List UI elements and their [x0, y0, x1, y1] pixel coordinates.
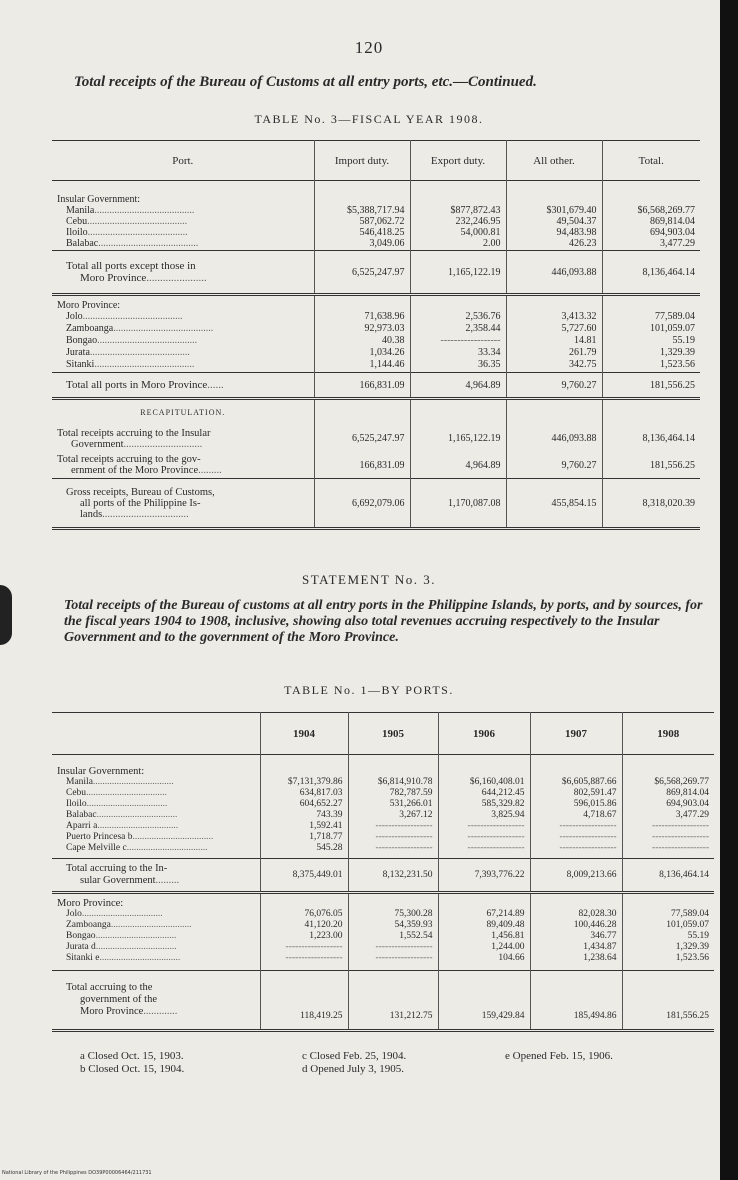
- table-row: Puerto Princesa b.................................. 1,718.77 ------------------ ------------------ ------------------ ------------------: [52, 832, 714, 843]
- table-cell: $301,679.40: [506, 205, 602, 216]
- port-name: Jurata d: [66, 941, 96, 952]
- table-cell: 40.38: [314, 335, 410, 347]
- table-cell: 232,246.95: [410, 216, 506, 227]
- table-cell: 104.66: [438, 953, 530, 971]
- table-cell: 5,727.60: [506, 323, 602, 335]
- table-cell: ------------------: [530, 843, 622, 859]
- table-row: Jurata d.................................. ------------------ ------------------ 1,244.00 1,434.87 1,329.39: [52, 942, 714, 953]
- table-cell: 166,831.09: [314, 453, 410, 479]
- table-cell: 261.79: [506, 347, 602, 359]
- total-cell: 6,525,247.97: [314, 251, 410, 295]
- table-cell: 604,652.27: [260, 799, 348, 810]
- col-header-1906: 1906: [438, 713, 530, 755]
- table-cell: 2.00: [410, 238, 506, 251]
- table-cell: 4,964.89: [410, 453, 506, 479]
- table-cell: 36.35: [410, 359, 506, 373]
- footnote-d: d Opened July 3, 1905.: [302, 1063, 405, 1075]
- table1-header-row: [52, 713, 714, 755]
- table-cell: 1,238.64: [530, 953, 622, 971]
- total-cell: 131,212.75: [348, 971, 438, 1031]
- table-cell: 531,266.01: [348, 799, 438, 810]
- table-row: Cape Melville c.................................. 545.28 ------------------ ------------------ ------------------ ------------------: [52, 843, 714, 859]
- table3-title: TABLE No. 3—FISCAL YEAR 1908.: [254, 112, 484, 126]
- table-cell: ------------------: [530, 832, 622, 843]
- section-label: Insular Government:: [57, 765, 145, 777]
- total-label: Moro Province: [80, 272, 147, 284]
- port-name: Jolo: [66, 908, 82, 919]
- table-cell: 1,223.00: [260, 931, 348, 942]
- section-label: Moro Province:: [57, 299, 121, 311]
- footnotes-middle: [302, 1050, 406, 1076]
- gross-cell: 6,692,079.06: [314, 479, 410, 529]
- total-cell: 8,136,464.14: [602, 251, 700, 295]
- scan-right-edge: [720, 0, 738, 1180]
- table-row: Manila........................................ $5,388,717.94 $877,872.43 $301,679.40 $6,568,269.77: [52, 205, 700, 216]
- table-cell: 1,592.41: [260, 821, 348, 832]
- port-name: Cebu: [66, 215, 88, 227]
- table-cell: ------------------: [622, 843, 714, 859]
- total-cell: 181,556.25: [602, 373, 700, 399]
- total-cell: 446,093.88: [506, 251, 602, 295]
- gross-cell: 1,170,087.08: [410, 479, 506, 529]
- table-cell: 94,483.98: [506, 227, 602, 238]
- table-cell: 782,787.59: [348, 788, 438, 799]
- table-cell: 54,359.93: [348, 920, 438, 931]
- total-cell: 181,556.25: [622, 971, 714, 1031]
- total-cell: 9,760.27: [506, 373, 602, 399]
- table-row: Zamboanga.................................. 41,120.20 54,359.93 89,409.48 100,446.28 101,059.07: [52, 920, 714, 931]
- table-cell: 55.19: [602, 335, 700, 347]
- gross-label: all ports of the Philippine Is-: [80, 497, 201, 509]
- table-row: Iloilo........................................ 546,418.25 54,000.81 94,483.98 694,903.04: [52, 227, 700, 238]
- table-cell: 1,329.39: [622, 942, 714, 953]
- col-header-port: Port.: [172, 154, 194, 167]
- footnote-a: a Closed Oct. 15, 1903.: [80, 1050, 184, 1062]
- port-name: Bongao: [66, 930, 96, 941]
- total-cell: 8,375,449.01: [260, 859, 348, 893]
- section-label-row: [52, 893, 714, 909]
- statement-title: STATEMENT No. 3.: [302, 572, 436, 587]
- port-name: Jolo: [66, 310, 83, 322]
- table-row: Bongao.................................. 1,223.00 1,552.54 1,456.81 346.77 55.19: [52, 931, 714, 942]
- scan-credit: National Library of the Philippines DO39P00006464/211731: [2, 1170, 152, 1176]
- table-cell: ------------------: [438, 832, 530, 843]
- table-cell: 3,477.29: [622, 810, 714, 821]
- table-cell: 1,034.26: [314, 347, 410, 359]
- table-cell: 1,329.39: [602, 347, 700, 359]
- scan-left-mark: [0, 585, 12, 645]
- port-name: Iloilo: [66, 226, 88, 238]
- table-row: Manila.................................. $7,131,379.86 $6,814,910.78 $6,160,408.01 $6,605,887.66 $6,568,269.77: [52, 777, 714, 788]
- total-cell: 159,429.84: [438, 971, 530, 1031]
- table-cell: 1,523.56: [602, 359, 700, 373]
- col-header-1908: 1908: [622, 713, 714, 755]
- table-row: Balabac........................................ 3,049.06 2.00 426.23 3,477.29: [52, 238, 700, 251]
- recap-label: Total receipts accruing to the gov-: [57, 454, 201, 466]
- table-cell: ------------------: [260, 942, 348, 953]
- port-name: Balabac: [66, 809, 97, 820]
- table-cell: 546,418.25: [314, 227, 410, 238]
- table-row: Zamboanga........................................ 92,973.03 2,358.44 5,727.60 101,059.07: [52, 323, 700, 335]
- table-cell: 2,536.76: [410, 311, 506, 323]
- table-cell: $5,388,717.94: [314, 205, 410, 216]
- port-name: Puerto Princesa b: [66, 831, 133, 842]
- total-label: Total all ports except those in: [66, 260, 196, 272]
- footnote-c: c Closed Feb. 25, 1904.: [302, 1050, 407, 1062]
- table-cell: 6,525,247.97: [314, 425, 410, 453]
- table-cell: ------------------: [622, 832, 714, 843]
- section-label-row: [52, 755, 714, 777]
- footnote-b: b Closed Oct. 15, 1904.: [80, 1063, 185, 1075]
- table-cell: $6,605,887.66: [530, 777, 622, 788]
- table-cell: 3,477.29: [602, 238, 700, 251]
- table-cell: 54,000.81: [410, 227, 506, 238]
- page-number: 120: [354, 38, 384, 57]
- table-cell: 1,165,122.19: [410, 425, 506, 453]
- table-cell: 77,589.04: [622, 909, 714, 920]
- table-cell: ------------------: [438, 821, 530, 832]
- table-cell: 14.81: [506, 335, 602, 347]
- table3-header-row: [52, 141, 700, 181]
- table-cell: ------------------: [348, 821, 438, 832]
- gross-cell: 8,318,020.39: [602, 479, 700, 529]
- table-cell: 49,504.37: [506, 216, 602, 227]
- table-cell: 3,049.06: [314, 238, 410, 251]
- table-row: Jurata........................................ 1,034.26 33.34 261.79 1,329.39: [52, 347, 700, 359]
- table-cell: 82,028.30: [530, 909, 622, 920]
- table-cell: ------------------: [530, 821, 622, 832]
- table-cell: 3,413.32: [506, 311, 602, 323]
- table1: [52, 712, 714, 1032]
- port-name: Balabac: [66, 237, 99, 249]
- total-cell: 7,393,776.22: [438, 859, 530, 893]
- port-name: Sitanki: [66, 358, 95, 370]
- port-name: Aparri a: [66, 820, 98, 831]
- table-cell: 8,136,464.14: [602, 425, 700, 453]
- table-cell: 596,015.86: [530, 799, 622, 810]
- total-label: Total accruing to the In-: [66, 863, 168, 874]
- table-cell: 869,814.04: [622, 788, 714, 799]
- col-header-other: All other.: [506, 141, 602, 181]
- table-row: Balabac.................................. 743.39 3,267.12 3,825.94 4,718.67 3,477.29: [52, 810, 714, 821]
- total-row: Total accruing to the In- sular Government......... 8,375,449.01 8,132,231.50 7,393,776.22 8,009,213.66 8,136,464.14: [52, 859, 714, 893]
- table-cell: 694,903.04: [602, 227, 700, 238]
- table-cell: ------------------: [348, 942, 438, 953]
- gross-label: lands: [80, 508, 103, 520]
- table-cell: $6,568,269.77: [622, 777, 714, 788]
- table-cell: $877,872.43: [410, 205, 506, 216]
- table-cell: $6,568,269.77: [602, 205, 700, 216]
- table-cell: 9,760.27: [506, 453, 602, 479]
- table-cell: 1,718.77: [260, 832, 348, 843]
- col-header-stub: [52, 713, 260, 755]
- footnote-e: e Opened Feb. 15, 1906.: [505, 1050, 613, 1062]
- total-row: Total all ports in Moro Province...... 166,831.09 4,964.89 9,760.27 181,556.25: [52, 373, 700, 399]
- continued-heading: Total receipts of the Bureau of Customs at all entry ports, etc.—Continued.: [74, 74, 537, 90]
- table-cell: 1,552.54: [348, 931, 438, 942]
- table-cell: 3,267.12: [348, 810, 438, 821]
- table-cell: ------------------: [438, 843, 530, 859]
- recap-label: Total receipts accruing to the Insular: [57, 427, 211, 439]
- table-cell: 89,409.48: [438, 920, 530, 931]
- total-cell: 8,009,213.66: [530, 859, 622, 893]
- table1-title: TABLE No. 1—BY PORTS.: [284, 683, 454, 697]
- table-cell: 100,446.28: [530, 920, 622, 931]
- total-label: Total accruing to the: [66, 982, 153, 993]
- table-cell: 92,973.03: [314, 323, 410, 335]
- table-cell: 1,523.56: [622, 953, 714, 971]
- port-name: Zamboanga: [66, 322, 114, 334]
- total-label: Total all ports in Moro Province: [66, 379, 208, 391]
- col-header-1905: 1905: [348, 713, 438, 755]
- recap-label: Government: [71, 438, 124, 450]
- table-cell: ------------------: [348, 953, 438, 971]
- table-cell: ------------------: [348, 832, 438, 843]
- table-cell: 694,903.04: [622, 799, 714, 810]
- table-cell: 101,059.07: [602, 323, 700, 335]
- col-header-1904: 1904: [260, 713, 348, 755]
- table-cell: 743.39: [260, 810, 348, 821]
- total-cell: 4,964.89: [410, 373, 506, 399]
- statement-text: Total receipts of the Bureau of customs at all entry ports in the Philippine Islands, by ports, and by sources, for the fiscal years 1904 to 1908, inclusive, showing also total revenues accruing respectively to the Insular Government and to the government of the Moro Province.: [64, 598, 703, 645]
- table-row: Jolo.................................. 76,076.05 75,300.28 67,214.89 82,028.30 77,589.04: [52, 909, 714, 920]
- gross-label: Gross receipts, Bureau of Customs,: [66, 486, 215, 498]
- col-header-total: Total.: [602, 141, 700, 181]
- recap-label-row: [52, 399, 700, 425]
- table-cell: 644,212.45: [438, 788, 530, 799]
- table-cell: 802,591.47: [530, 788, 622, 799]
- recapitulation-label: RECAPITULATION.: [140, 407, 226, 417]
- table-cell: 3,825.94: [438, 810, 530, 821]
- total-row: Total all ports except those in Moro Province...................... 6,525,247.97 1,165,122.19 446,093.88 8,136,464.14: [52, 251, 700, 295]
- section-label-row: [52, 295, 700, 311]
- table-cell: 1,456.81: [438, 931, 530, 942]
- port-name: Cape Melville c: [66, 842, 127, 853]
- table-cell: 41,120.20: [260, 920, 348, 931]
- table-cell: 634,817.03: [260, 788, 348, 799]
- table-cell: 426.23: [506, 238, 602, 251]
- table-cell: 55.19: [622, 931, 714, 942]
- table-cell: 33.34: [410, 347, 506, 359]
- gross-row: Gross receipts, Bureau of Customs, all ports of the Philippine Is- lands................................. 6,692,079.06 1,170,087.08 455,854.15 8,318,020.39: [52, 479, 700, 529]
- table-cell: 101,059.07: [622, 920, 714, 931]
- total-cell: 118,419.25: [260, 971, 348, 1031]
- table-cell: 67,214.89: [438, 909, 530, 920]
- table-cell: $6,160,408.01: [438, 777, 530, 788]
- col-header-export: Export duty.: [410, 141, 506, 181]
- table3: [52, 140, 700, 530]
- table-row: Bongao........................................ 40.38 ------------------ 14.81 55.19: [52, 335, 700, 347]
- total-row: Total accruing to the government of the Moro Province............. 118,419.25 131,212.75 159,429.84 185,494.86 181,556.25: [52, 971, 714, 1031]
- table-cell: 446,093.88: [506, 425, 602, 453]
- table-cell: 76,076.05: [260, 909, 348, 920]
- table-cell: $7,131,379.86: [260, 777, 348, 788]
- table-cell: 2,358.44: [410, 323, 506, 335]
- table-cell: 4,718.67: [530, 810, 622, 821]
- total-label: sular Government: [80, 875, 156, 886]
- table-cell: $6,814,910.78: [348, 777, 438, 788]
- total-cell: 8,132,231.50: [348, 859, 438, 893]
- port-name: Iloilo: [66, 798, 87, 809]
- port-name: Jurata: [66, 346, 90, 358]
- section-label: Moro Province:: [57, 897, 124, 909]
- footnotes-right: [505, 1050, 613, 1063]
- total-cell: 8,136,464.14: [622, 859, 714, 893]
- table-row: Sitanki........................................ 1,144.46 36.35 342.75 1,523.56: [52, 359, 700, 373]
- table-row: Iloilo.................................. 604,652.27 531,266.01 585,329.82 596,015.86 694,903.04: [52, 799, 714, 810]
- table-row: Aparri a.................................. 1,592.41 ------------------ ------------------ ------------------ ------------------: [52, 821, 714, 832]
- table-cell: 587,062.72: [314, 216, 410, 227]
- table-row: Jolo........................................ 71,638.96 2,536.76 3,413.32 77,589.04: [52, 311, 700, 323]
- table-cell: ------------------: [348, 843, 438, 859]
- section-label: Insular Government:: [57, 193, 141, 205]
- port-name: Cebu: [66, 787, 87, 798]
- table-cell: 71,638.96: [314, 311, 410, 323]
- table-row: Cebu.................................. 634,817.03 782,787.59 644,212.45 802,591.47 869,814.04: [52, 788, 714, 799]
- table-cell: 1,244.00: [438, 942, 530, 953]
- total-cell: 1,165,122.19: [410, 251, 506, 295]
- recap-row: Total receipts accruing to the Insular Government.............................. 6,525,247.97 1,165,122.19 446,093.88 8,136,464.14: [52, 425, 700, 453]
- port-name: Bongao: [66, 334, 98, 346]
- table-cell: 181,556.25: [602, 453, 700, 479]
- table-cell: 342.75: [506, 359, 602, 373]
- table-cell: ------------------: [260, 953, 348, 971]
- table-cell: 77,589.04: [602, 311, 700, 323]
- recap-row: Total receipts accruing to the gov- ernment of the Moro Province......... 166,831.09 4,964.89 9,760.27 181,556.25: [52, 453, 700, 479]
- table-cell: 1,144.46: [314, 359, 410, 373]
- table-row: Sitanki e.................................. ------------------ ------------------ 104.66 1,238.64 1,523.56: [52, 953, 714, 971]
- port-name: Manila: [66, 204, 95, 216]
- table-cell: ------------------: [410, 335, 506, 347]
- section-label-row: [52, 181, 700, 205]
- port-name: Zamboanga: [66, 919, 111, 930]
- footnotes-left: [80, 1050, 184, 1076]
- table-cell: 346.77: [530, 931, 622, 942]
- port-name: Sitanki e: [66, 952, 100, 963]
- table-cell: 869,814.04: [602, 216, 700, 227]
- col-header-1907: 1907: [530, 713, 622, 755]
- table-cell: 585,329.82: [438, 799, 530, 810]
- gross-cell: 455,854.15: [506, 479, 602, 529]
- table-cell: ------------------: [622, 821, 714, 832]
- port-name: Manila: [66, 776, 93, 787]
- total-label: government of the: [80, 994, 157, 1005]
- total-label: Moro Province: [80, 1006, 144, 1017]
- table-cell: 75,300.28: [348, 909, 438, 920]
- recap-label: ernment of the Moro Province: [71, 465, 199, 477]
- total-cell: 166,831.09: [314, 373, 410, 399]
- table-row: Cebu........................................ 587,062.72 232,246.95 49,504.37 869,814.04: [52, 216, 700, 227]
- total-cell: 185,494.86: [530, 971, 622, 1031]
- col-header-import: Import duty.: [314, 141, 410, 181]
- table-cell: 1,434.87: [530, 942, 622, 953]
- table-cell: 545.28: [260, 843, 348, 859]
